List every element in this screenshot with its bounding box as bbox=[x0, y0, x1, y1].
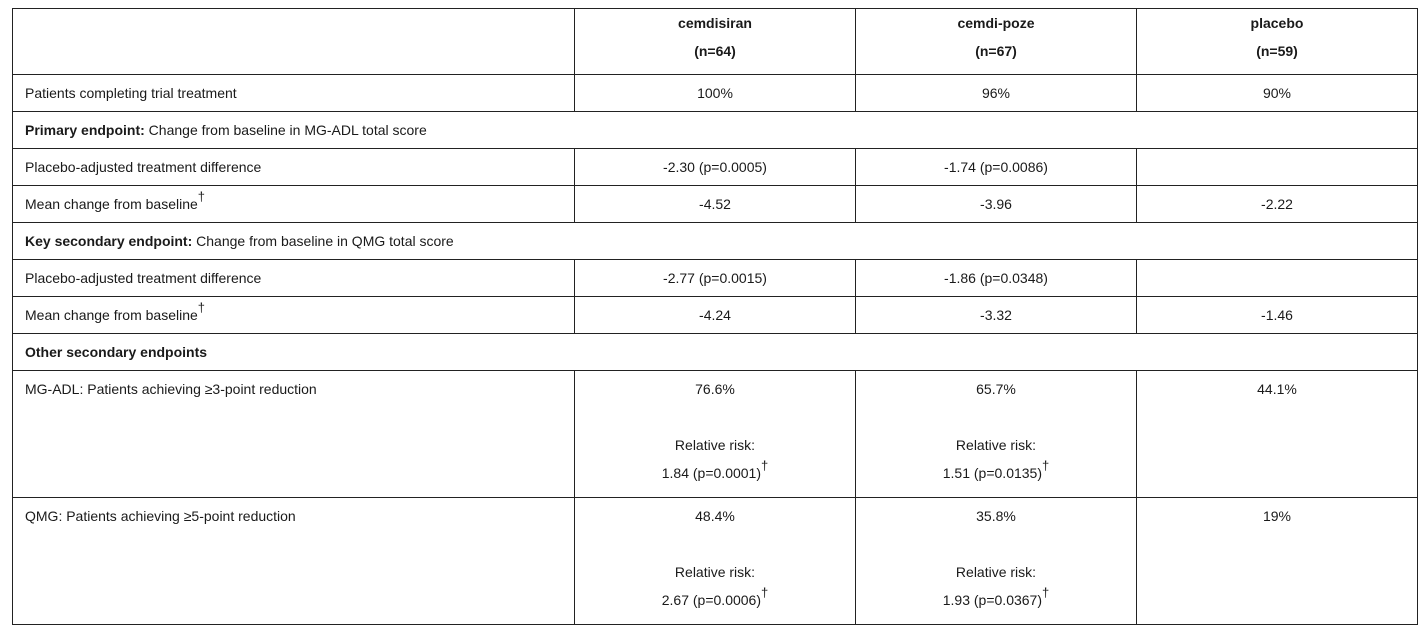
cell-value: -3.32 bbox=[856, 297, 1137, 334]
cell-value: 65.7% bbox=[976, 381, 1016, 397]
relative-risk-label: Relative risk: bbox=[955, 437, 1037, 453]
cell-value bbox=[1137, 371, 1418, 498]
section-header-row bbox=[13, 334, 1418, 371]
relative-risk-value-line bbox=[587, 459, 843, 487]
table-row bbox=[13, 371, 1418, 498]
cell-value: 35.8% bbox=[976, 508, 1016, 524]
table-row bbox=[13, 149, 1418, 186]
cell-value-text: 19% bbox=[1262, 508, 1292, 524]
row-label: QMG: Patients achieving ≥5-point reduction bbox=[13, 498, 575, 625]
column-name: cemdi-poze bbox=[957, 15, 1035, 31]
row-label: MG-ADL: Patients achieving ≥3-point reduction bbox=[13, 371, 575, 498]
cell-value: 100% bbox=[575, 75, 856, 112]
row-label: Placebo-adjusted treatment difference bbox=[13, 149, 575, 186]
relative-risk-value: 1.51 (p=0.0135) bbox=[942, 465, 1042, 481]
header-cemdi-poze bbox=[856, 9, 1137, 75]
relative-risk-label: Relative risk: bbox=[955, 564, 1037, 580]
cell-value: -4.52 bbox=[575, 186, 856, 223]
column-name: placebo bbox=[1250, 15, 1304, 31]
cell-value: -2.22 bbox=[1137, 186, 1418, 223]
cell-value: 90% bbox=[1137, 75, 1418, 112]
cell-value-text: 44.1% bbox=[1257, 381, 1297, 397]
row-label-cell bbox=[13, 297, 575, 334]
section-header-row bbox=[13, 223, 1418, 260]
header-cemdisiran bbox=[575, 9, 856, 75]
dagger-footnote-mark: † bbox=[1042, 458, 1050, 474]
section-title: Primary endpoint: bbox=[25, 122, 145, 138]
cell-value: -1.86 (p=0.0348) bbox=[856, 260, 1137, 297]
column-name: cemdisiran bbox=[678, 15, 752, 31]
cell-value-with-rr bbox=[575, 498, 856, 625]
section-title: Other secondary endpoints bbox=[25, 344, 208, 360]
table-row bbox=[13, 297, 1418, 334]
row-label: Mean change from baseline bbox=[25, 196, 198, 212]
column-n: (n=59) bbox=[1256, 43, 1298, 59]
table-row bbox=[13, 186, 1418, 223]
relative-risk-label: Relative risk: bbox=[674, 564, 756, 580]
dagger-footnote-mark: † bbox=[761, 585, 769, 601]
column-n: (n=67) bbox=[975, 43, 1017, 59]
cell-value: -3.96 bbox=[856, 186, 1137, 223]
section-header-other bbox=[13, 334, 1418, 371]
cell-value: 76.6% bbox=[695, 381, 735, 397]
dagger-footnote-mark: † bbox=[1042, 585, 1050, 601]
relative-risk-value: 1.93 (p=0.0367) bbox=[942, 592, 1042, 608]
table-row bbox=[13, 75, 1418, 112]
cell-value-with-rr bbox=[856, 371, 1137, 498]
header-row bbox=[13, 9, 1418, 75]
cell-value: -2.30 (p=0.0005) bbox=[575, 149, 856, 186]
row-label: Mean change from baseline bbox=[25, 307, 198, 323]
dagger-footnote-mark: † bbox=[761, 458, 769, 474]
row-label-cell bbox=[13, 186, 575, 223]
cell-value: 96% bbox=[856, 75, 1137, 112]
relative-risk-value: 1.84 (p=0.0001) bbox=[661, 465, 761, 481]
table-row bbox=[13, 498, 1418, 625]
results-table bbox=[12, 8, 1418, 625]
section-header-row bbox=[13, 112, 1418, 149]
relative-risk-value-line bbox=[587, 586, 843, 614]
column-n: (n=64) bbox=[694, 43, 736, 59]
header-blank-cell bbox=[13, 9, 575, 75]
section-description: Change from baseline in MG-ADL total score bbox=[144, 122, 427, 138]
row-label: Placebo-adjusted treatment difference bbox=[13, 260, 575, 297]
cell-value: -4.24 bbox=[575, 297, 856, 334]
dagger-footnote-mark: † bbox=[197, 189, 206, 205]
cell-value bbox=[1137, 498, 1418, 625]
cell-value-with-rr bbox=[575, 371, 856, 498]
section-header-secondary bbox=[13, 223, 1418, 260]
relative-risk-value-line bbox=[868, 459, 1124, 487]
cell-value: -1.74 (p=0.0086) bbox=[856, 149, 1137, 186]
cell-value: -2.77 (p=0.0015) bbox=[575, 260, 856, 297]
section-description: Change from baseline in QMG total score bbox=[192, 233, 454, 249]
cell-value: 48.4% bbox=[695, 508, 735, 524]
cell-value: -1.46 bbox=[1137, 297, 1418, 334]
cell-value bbox=[1137, 260, 1418, 297]
table-row bbox=[13, 260, 1418, 297]
section-title: Key secondary endpoint: bbox=[25, 233, 193, 249]
row-label: Patients completing trial treatment bbox=[13, 75, 575, 112]
dagger-footnote-mark: † bbox=[197, 300, 206, 316]
relative-risk-label: Relative risk: bbox=[674, 437, 756, 453]
relative-risk-value: 2.67 (p=0.0006) bbox=[661, 592, 761, 608]
cell-value bbox=[1137, 149, 1418, 186]
section-header-primary bbox=[13, 112, 1418, 149]
relative-risk-value-line bbox=[868, 586, 1124, 614]
cell-value-with-rr bbox=[856, 498, 1137, 625]
header-placebo bbox=[1137, 9, 1418, 75]
